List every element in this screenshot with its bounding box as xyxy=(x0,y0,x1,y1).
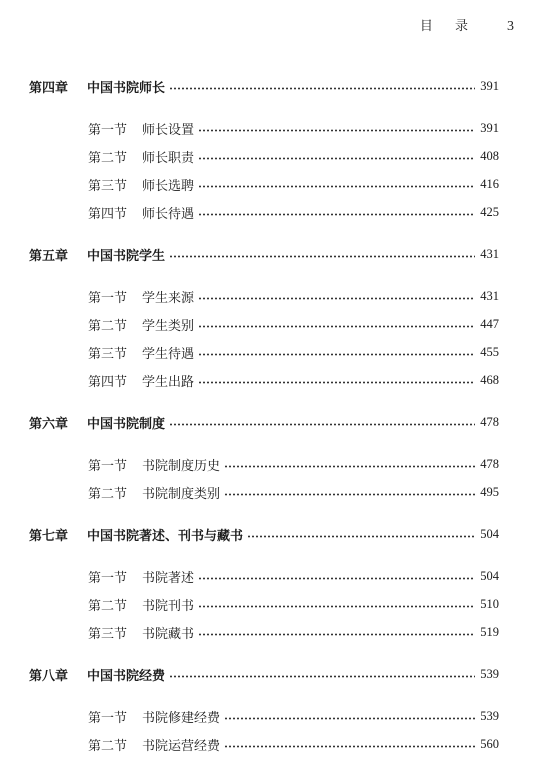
section-number: 第一节 xyxy=(88,570,128,586)
toc-section-entry[interactable] xyxy=(88,566,499,586)
dot-leader xyxy=(198,353,475,356)
section-title: 书院制度历史 xyxy=(142,458,221,474)
chapter-title: 中国书院师长 xyxy=(87,80,166,96)
section-number: 第三节 xyxy=(88,178,128,194)
section-number: 第二节 xyxy=(88,738,128,754)
toc-chapter-entry[interactable] xyxy=(29,244,499,264)
section-title: 学生类别 xyxy=(142,318,195,334)
running-header xyxy=(420,15,514,35)
dot-leader xyxy=(169,87,475,90)
chapter-number: 第七章 xyxy=(29,528,69,544)
section-number: 第一节 xyxy=(88,290,128,306)
dot-leader xyxy=(198,185,475,188)
chapter-title: 中国书院制度 xyxy=(87,416,166,432)
section-number: 第二节 xyxy=(88,598,128,614)
dot-leader xyxy=(198,297,475,300)
dot-leader xyxy=(198,577,475,580)
section-number: 第二节 xyxy=(88,486,128,502)
dot-leader xyxy=(169,255,475,258)
toc-section-entry[interactable] xyxy=(88,174,499,194)
dot-leader xyxy=(169,675,475,678)
toc-section-entry[interactable] xyxy=(88,342,499,362)
page-number: 408 xyxy=(480,148,499,163)
toc-chapter-entry[interactable] xyxy=(29,76,499,96)
section-title: 师长选聘 xyxy=(142,178,195,194)
toc-section-entry[interactable] xyxy=(88,454,499,474)
section-title: 书院修建经费 xyxy=(142,710,221,726)
toc-chapter-entry[interactable] xyxy=(29,412,499,432)
toc-chapter-entry[interactable] xyxy=(29,524,499,544)
chapter-title: 中国书院学生 xyxy=(87,248,166,264)
page-number: 560 xyxy=(480,736,499,751)
toc-section-entry[interactable] xyxy=(88,146,499,166)
chapter-number: 第五章 xyxy=(29,248,69,264)
dot-leader xyxy=(247,535,475,538)
section-title: 师长职责 xyxy=(142,150,195,166)
section-title: 学生待遇 xyxy=(142,346,195,362)
page-number: 455 xyxy=(480,344,499,359)
header-title: 目 录 xyxy=(419,19,477,34)
dot-leader xyxy=(198,633,475,636)
page-number: 504 xyxy=(480,568,499,583)
page-number: 504 xyxy=(480,526,499,541)
toc-chapter-entry[interactable] xyxy=(29,664,499,684)
dot-leader xyxy=(224,717,475,720)
page-number: 431 xyxy=(480,288,499,303)
toc-section-entry[interactable] xyxy=(88,622,499,642)
dot-leader xyxy=(198,605,475,608)
section-title: 书院制度类别 xyxy=(142,486,221,502)
dot-leader xyxy=(198,157,475,160)
chapter-number: 第四章 xyxy=(29,80,69,96)
page-number: 539 xyxy=(480,708,499,723)
section-number: 第三节 xyxy=(88,346,128,362)
toc-section-entry[interactable] xyxy=(88,286,499,306)
section-number: 第一节 xyxy=(88,458,128,474)
section-title: 书院藏书 xyxy=(142,626,195,642)
toc-section-entry[interactable] xyxy=(88,118,499,138)
page-number: 495 xyxy=(480,484,499,499)
section-number: 第四节 xyxy=(88,206,128,222)
section-number: 第一节 xyxy=(88,710,128,726)
page-number: 478 xyxy=(480,414,499,429)
dot-leader xyxy=(198,129,475,132)
dot-leader xyxy=(198,381,475,384)
section-title: 书院运营经费 xyxy=(142,738,221,754)
page-number: 539 xyxy=(480,666,499,681)
dot-leader xyxy=(198,325,475,328)
section-title: 学生出路 xyxy=(142,374,195,390)
section-title: 书院刊书 xyxy=(142,598,195,614)
page-number: 447 xyxy=(480,316,499,331)
chapter-title: 中国书院经费 xyxy=(87,668,166,684)
page-number: 425 xyxy=(480,204,499,219)
dot-leader xyxy=(224,745,475,748)
page-number: 510 xyxy=(480,596,499,611)
page-number: 391 xyxy=(480,78,499,93)
chapter-title: 中国书院著述、刊书与藏书 xyxy=(87,528,244,544)
section-title: 学生来源 xyxy=(142,290,195,306)
page-number: 468 xyxy=(480,372,499,387)
dot-leader xyxy=(224,493,475,496)
toc-section-entry[interactable] xyxy=(88,482,499,502)
page-number: 519 xyxy=(480,624,499,639)
section-title: 师长设置 xyxy=(142,122,195,138)
section-number: 第二节 xyxy=(88,150,128,166)
section-title: 书院著述 xyxy=(142,570,195,586)
chapter-number: 第八章 xyxy=(29,668,69,684)
page-number: 416 xyxy=(480,176,499,191)
header-page-number: 3 xyxy=(507,19,514,34)
toc-section-entry[interactable] xyxy=(88,202,499,222)
toc-section-entry[interactable] xyxy=(88,370,499,390)
chapter-number: 第六章 xyxy=(29,416,69,432)
toc-section-entry[interactable] xyxy=(88,706,499,726)
page-number: 478 xyxy=(480,456,499,471)
page-number: 391 xyxy=(480,120,499,135)
section-number: 第四节 xyxy=(88,374,128,390)
page-number: 431 xyxy=(480,246,499,261)
toc-section-entry[interactable] xyxy=(88,594,499,614)
section-number: 第二节 xyxy=(88,318,128,334)
dot-leader xyxy=(169,423,475,426)
toc-section-entry[interactable] xyxy=(88,314,499,334)
section-number: 第三节 xyxy=(88,626,128,642)
section-title: 师长待遇 xyxy=(142,206,195,222)
toc-section-entry[interactable] xyxy=(88,734,499,754)
section-number: 第一节 xyxy=(88,122,128,138)
dot-leader xyxy=(224,465,475,468)
dot-leader xyxy=(198,213,475,216)
